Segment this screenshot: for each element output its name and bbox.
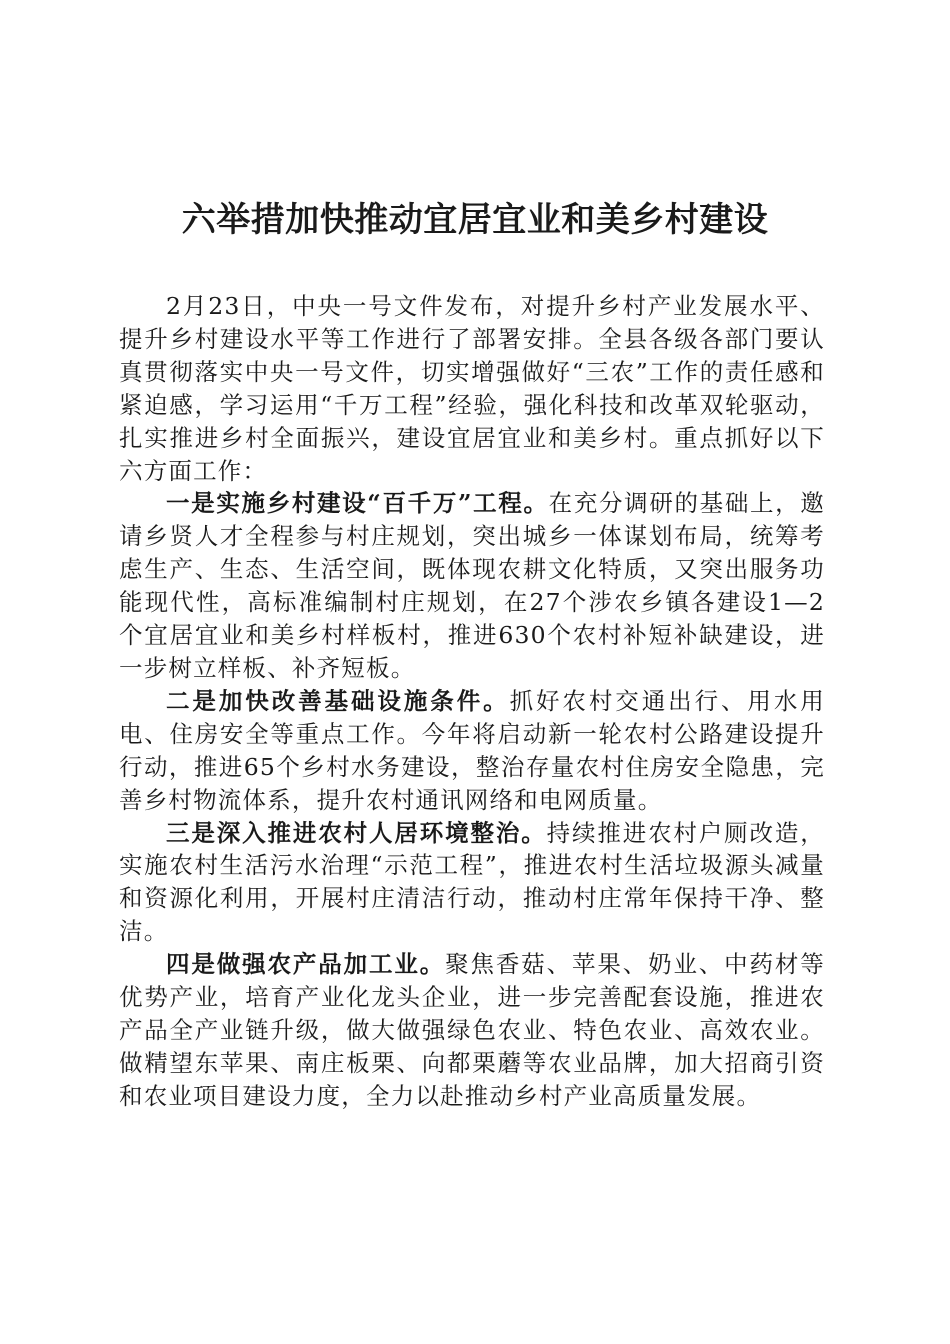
intro-paragraph: 2月23日，中央一号文件发布，对提升乡村产业发展水平、提升乡村建设水平等工作进行了部署安排。全县各级各部门要认真贯彻落实中央一号文件，切实增强做好“三农”工作的责任感和紧迫感，学习运用“千万工程”经验，强化科技和改革双轮驱动，扎实推进乡村全面振兴，建设宜居宜业和美乡村。重点抓好以下六方面工作： bbox=[119, 292, 825, 485]
section-heading-3: 三是深入推进农村人居环境整治。 bbox=[166, 818, 547, 847]
section-paragraph-3 bbox=[119, 817, 825, 949]
section-text-2: 抓好农村交通出行、用水用电、住房安全等重点工作。今年将启动新一轮农村公路建设提升行动，推进65个乡村水务建设，整治存量农村住房安全隐患，完善乡村物流体系，提升农村通讯网络和电网质量。 bbox=[119, 686, 825, 814]
section-paragraph-4 bbox=[119, 948, 825, 1113]
section-heading-1: 一是实施乡村建设“百千万”工程。 bbox=[166, 489, 549, 518]
section-paragraph-2 bbox=[119, 685, 825, 817]
section-heading-2: 二是加快改善基础设施条件。 bbox=[166, 686, 510, 715]
document-body bbox=[119, 290, 825, 1113]
section-text-1: 在充分调研的基础上，邀请乡贤人才全程参与村庄规划，突出城乡一体谋划布局，统筹考虑生产、生态、生活空间，既体现农耕文化特质，又突出服务功能现代性，高标准编制村庄规划，在27个涉农乡镇各建设1—2个宜居宜业和美乡村样板村，推进630个农村补短补缺建设，进一步树立样板、补齐短板。 bbox=[119, 489, 826, 682]
section-heading-4: 四是做强农产品加工业。 bbox=[166, 950, 446, 979]
section-text-4: 聚焦香菇、苹果、奶业、中药材等优势产业，培育产业化龙头企业，进一步完善配套设施，推进农产品全产业链升级，做大做强绿色农业、特色农业、高效农业。做精望东苹果、南庄板栗、向都栗蘑等农业品牌，加大招商引资和农业项目建设力度，全力以赴推动乡村产业高质量发展。 bbox=[119, 950, 825, 1110]
document-title: 六举措加快推动宜居宜业和美乡村建设 bbox=[181, 200, 769, 240]
section-paragraph-1 bbox=[119, 487, 825, 684]
section-text-3: 持续推进农村户厕改造，实施农村生活污水治理“示范工程”，推进农村生活垃圾源头减量和资源化利用，开展村庄清洁行动，推动村庄常年保持干净、整洁。 bbox=[119, 818, 825, 946]
